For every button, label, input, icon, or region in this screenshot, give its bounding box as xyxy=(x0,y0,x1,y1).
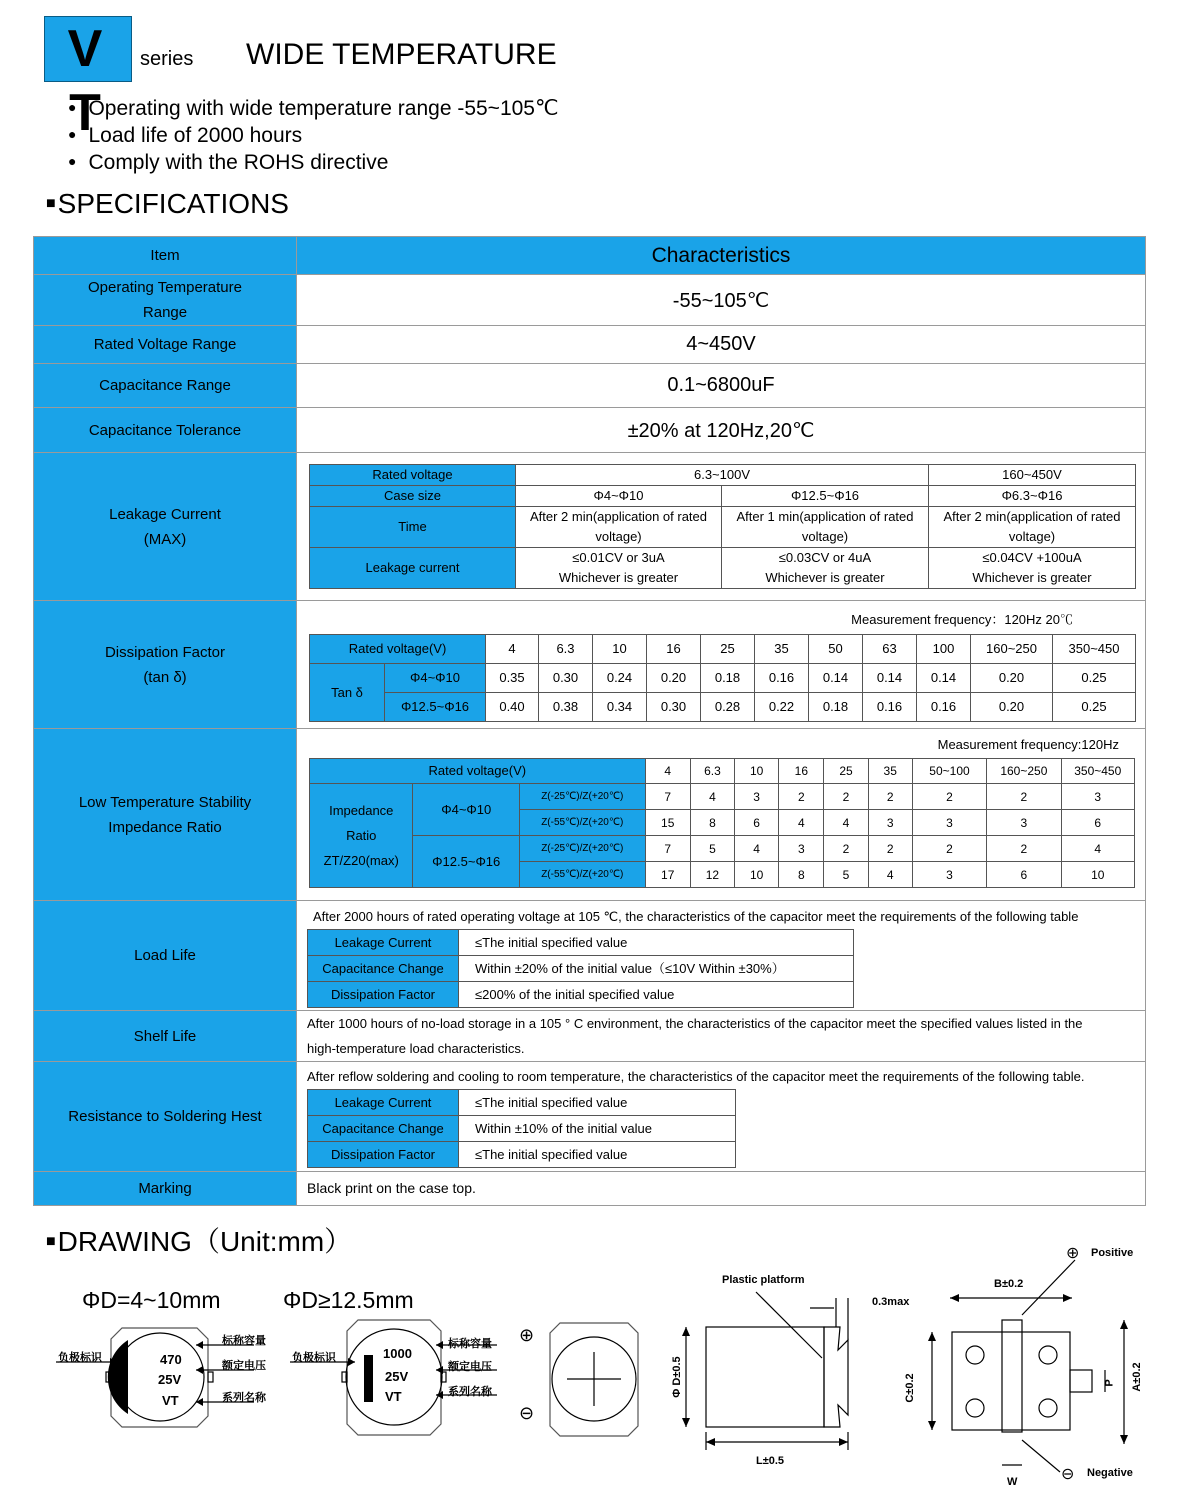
table-row xyxy=(34,364,1146,408)
leakage-cell xyxy=(297,453,1146,601)
cell: 0.14 xyxy=(863,664,917,693)
table-row xyxy=(34,1172,1146,1206)
cell: 2 xyxy=(868,784,912,810)
cell: 100 xyxy=(917,635,971,664)
cell: ≤0.01CV or 3uA Whichever is greater xyxy=(516,548,722,589)
row-label: Leakage Current (MAX) xyxy=(34,453,297,601)
cell: Time xyxy=(310,507,516,548)
cell: 3 xyxy=(987,810,1061,836)
cell: Φ6.3~Φ16 xyxy=(929,486,1136,507)
cell: 2 xyxy=(824,836,868,862)
feature-text: Comply with the ROHS directive xyxy=(88,151,389,174)
small-series-value: VT xyxy=(162,1393,179,1408)
table-row xyxy=(34,326,1146,364)
footprint-terminal xyxy=(1002,1320,1022,1432)
small-volt-label: 额定电压 xyxy=(222,1360,266,1372)
cell: Within ±10% of the initial value xyxy=(459,1116,736,1142)
cell: 0.30 xyxy=(647,693,701,722)
cell: 0.14 xyxy=(809,664,863,693)
soldering-table xyxy=(307,1089,736,1168)
length-dim-label: L±0.5 xyxy=(756,1455,785,1467)
cell: 3 xyxy=(912,810,986,836)
cell: 160~250 xyxy=(987,759,1061,784)
cell: 0.28 xyxy=(701,693,755,722)
positive-icon: ⊕ xyxy=(1066,1245,1080,1262)
row-value: ±20% at 120Hz,20℃ xyxy=(297,408,1146,453)
row-value: 0.1~6800uF xyxy=(297,364,1146,408)
small-cap-label: 标称容量 xyxy=(222,1335,266,1347)
w-dim-label: W xyxy=(1007,1476,1018,1488)
cell: 35 xyxy=(868,759,912,784)
small-diameter-label: ΦD=4~10mm xyxy=(82,1287,221,1313)
cell: 0.14 xyxy=(917,664,971,693)
cell: 0.20 xyxy=(971,693,1053,722)
cell: After 2 min(application of rated voltage) xyxy=(929,507,1136,548)
measurement-note: Measurement frequency:120Hz xyxy=(937,737,1119,752)
cell: Z(-25℃)/Z(+20℃) xyxy=(519,784,645,810)
cell: ≤200% of the initial specified value xyxy=(459,982,854,1008)
row-value: Black print on the case top. xyxy=(297,1172,1146,1206)
plastic-platform xyxy=(824,1327,848,1427)
row-label: Resistance to Soldering Hest xyxy=(34,1062,297,1172)
table-row xyxy=(34,601,1146,729)
cell: 2 xyxy=(868,836,912,862)
small-series-label: 系列名称 xyxy=(222,1392,266,1404)
large-series-label: 系列名称 xyxy=(448,1386,492,1398)
cell: 6 xyxy=(1061,810,1134,836)
heading-text: DRAWING（Unit:mm） xyxy=(57,1226,353,1257)
row-label: Dissipation Factor (tan δ) xyxy=(34,601,297,729)
cell: 4 xyxy=(645,759,690,784)
cell: 4 xyxy=(868,862,912,888)
cell: 8 xyxy=(779,862,824,888)
cell: Z(-25℃)/Z(+20℃) xyxy=(519,836,645,862)
cell: ≤The initial specified value xyxy=(459,1142,736,1168)
cell: Φ4~Φ10 xyxy=(516,486,722,507)
cell: 3 xyxy=(779,836,824,862)
c-dim-label: C±0.2 xyxy=(904,1373,916,1403)
cell: 6 xyxy=(987,862,1061,888)
feature-item xyxy=(68,96,559,123)
cell: 160~250 xyxy=(971,635,1053,664)
row-label: Shelf Life xyxy=(34,1011,297,1062)
table-row xyxy=(34,1011,1146,1062)
cell: 10 xyxy=(1061,862,1134,888)
cell: Φ12.5~Φ16 xyxy=(722,486,929,507)
cell: 2 xyxy=(779,784,824,810)
small-negative-label: 负极标识 xyxy=(58,1352,102,1364)
series-label: series xyxy=(140,48,194,70)
item-header: Item xyxy=(34,237,297,275)
soldering-cell xyxy=(297,1062,1146,1172)
cell: 7 xyxy=(645,784,690,810)
a-dim-label: A±0.2 xyxy=(1131,1362,1143,1392)
cell: Rated voltage(V) xyxy=(310,759,646,784)
cell: 4 xyxy=(486,635,539,664)
cell: Capacitance Change xyxy=(308,1116,459,1142)
cell: 0.24 xyxy=(593,664,647,693)
plus-icon: ⊕ xyxy=(519,1325,535,1345)
specifications-heading xyxy=(46,188,289,220)
row-label: Rated Voltage Range xyxy=(34,326,297,364)
cell: Capacitance Change xyxy=(308,956,459,982)
table-header-row xyxy=(34,237,1146,275)
load-life-cell xyxy=(297,901,1146,1011)
cell: 8 xyxy=(690,810,734,836)
cell: 4 xyxy=(735,836,779,862)
diameter-dim-label: Φ D±0.5 xyxy=(671,1356,683,1398)
cell: 0.16 xyxy=(755,664,809,693)
cell: 0.18 xyxy=(809,693,863,722)
feature-text: Operating with wide temperature range -55~105℃ xyxy=(88,97,559,120)
cell: 4 xyxy=(824,810,868,836)
cell: Leakage Current xyxy=(308,930,459,956)
cell: Tan δ xyxy=(310,664,385,722)
row-label: Capacitance Tolerance xyxy=(34,408,297,453)
table-row xyxy=(34,901,1146,1011)
cell: Φ4~Φ10 xyxy=(413,784,520,836)
cell: Rated voltage xyxy=(310,465,516,486)
large-diameter-label: ΦD≥12.5mm xyxy=(283,1287,414,1313)
cell: ≤0.03CV or 4uA Whichever is greater xyxy=(722,548,929,589)
large-volt-label: 额定电压 xyxy=(448,1361,492,1373)
specifications-table xyxy=(33,236,1146,1206)
cell: Impedance Ratio ZT/Z20(max) xyxy=(310,784,413,888)
cell: Z(-55℃)/Z(+20℃) xyxy=(519,810,645,836)
cell: 5 xyxy=(824,862,868,888)
cell: 0.16 xyxy=(917,693,971,722)
cell: 0.34 xyxy=(593,693,647,722)
dissipation-table xyxy=(309,634,1136,722)
large-negative-label: 负极标识 xyxy=(292,1352,336,1364)
row-label: Operating Temperature Range xyxy=(34,275,297,326)
load-life-intro: After 2000 hours of rated operating voltage at 105 ℃, the characteristics of the capacitor meet the requirements of the following table xyxy=(313,909,1079,924)
cell: 4 xyxy=(779,810,824,836)
cell: 25 xyxy=(701,635,755,664)
cell: 0.25 xyxy=(1053,664,1136,693)
large-cap-value: 1000 xyxy=(383,1346,412,1361)
feature-item xyxy=(68,150,559,177)
cell: 6.3 xyxy=(690,759,734,784)
cell: 5 xyxy=(690,836,734,862)
feature-item xyxy=(68,123,559,150)
cell: 16 xyxy=(779,759,824,784)
cell: ≤The initial specified value xyxy=(459,1090,736,1116)
cell: 10 xyxy=(735,759,779,784)
cell: 0.16 xyxy=(863,693,917,722)
load-life-table xyxy=(307,929,854,1008)
leakage-table xyxy=(309,464,1136,589)
large-volt-value: 25V xyxy=(385,1369,409,1384)
cell: 3 xyxy=(868,810,912,836)
p-dim-label: P xyxy=(1103,1379,1116,1387)
cell: 3 xyxy=(912,862,986,888)
row-label: Marking xyxy=(34,1172,297,1206)
platform-label: Plastic platform xyxy=(722,1274,805,1286)
cell: 10 xyxy=(735,862,779,888)
cell: 2 xyxy=(987,836,1061,862)
cell: 12 xyxy=(690,862,734,888)
heading-text: SPECIFICATIONS xyxy=(57,188,289,219)
cell: 0.18 xyxy=(701,664,755,693)
cell: 15 xyxy=(645,810,690,836)
cell: 50~100 xyxy=(912,759,986,784)
cell: 10 xyxy=(593,635,647,664)
series-logo: V T xyxy=(44,16,132,82)
cell: 2 xyxy=(912,836,986,862)
max-label: 0.3max xyxy=(872,1296,910,1308)
cell: Φ12.5~Φ16 xyxy=(385,693,486,722)
cell: 2 xyxy=(824,784,868,810)
cell: 16 xyxy=(647,635,701,664)
cell: 350~450 xyxy=(1053,635,1136,664)
cell: 0.25 xyxy=(1053,693,1136,722)
cell: 25 xyxy=(824,759,868,784)
impedance-table xyxy=(309,758,1135,888)
cell: ≤0.04CV +100uA Whichever is greater xyxy=(929,548,1136,589)
soldering-intro: After reflow soldering and cooling to room temperature, the characteristics of the capacitor meet the requirements of the following table. xyxy=(307,1069,1085,1084)
cell: Z(-55℃)/Z(+20℃) xyxy=(519,862,645,888)
cell: 2 xyxy=(912,784,986,810)
table-row xyxy=(34,729,1146,901)
cell: 0.20 xyxy=(647,664,701,693)
row-value: 4~450V xyxy=(297,326,1146,364)
cell: 3 xyxy=(735,784,779,810)
low-temp-cell xyxy=(297,729,1146,901)
page-title: WIDE TEMPERATURE xyxy=(246,38,557,71)
table-row xyxy=(34,1062,1146,1172)
cell: Leakage Current xyxy=(308,1090,459,1116)
cell: 0.20 xyxy=(971,664,1053,693)
cell: 0.38 xyxy=(539,693,593,722)
feature-list xyxy=(68,96,559,177)
cell: 6.3 xyxy=(539,635,593,664)
cell: 0.40 xyxy=(486,693,539,722)
cell: Case size xyxy=(310,486,516,507)
cell: 3 xyxy=(1061,784,1134,810)
cell: 350~450 xyxy=(1061,759,1134,784)
cell: 63 xyxy=(863,635,917,664)
cell: 6 xyxy=(735,810,779,836)
shelf-life-cell: After 1000 hours of no-load storage in a 105 ° C environment, the characteristics of the capacitor meet the specified values listed in the high-temperature load characteristics. xyxy=(297,1011,1146,1062)
large-cap-label: 标称容量 xyxy=(448,1338,492,1350)
cell: Within ±20% of the initial value（≤10V Within ±30%） xyxy=(459,956,854,982)
negative-icon: ⊖ xyxy=(1061,1466,1075,1483)
table-row xyxy=(34,408,1146,453)
small-volt-value: 25V xyxy=(158,1372,182,1387)
cell: 35 xyxy=(755,635,809,664)
positive-label: Positive xyxy=(1091,1247,1134,1259)
cell: 4 xyxy=(690,784,734,810)
row-label: Load Life xyxy=(34,901,297,1011)
large-negative-mark xyxy=(364,1355,373,1402)
row-label: Capacitance Range xyxy=(34,364,297,408)
negative-label: Negative xyxy=(1087,1467,1133,1479)
cell: 4 xyxy=(1061,836,1134,862)
cell: Leakage current xyxy=(310,548,516,589)
cell: 0.30 xyxy=(539,664,593,693)
small-cap-tab xyxy=(208,1372,213,1382)
cell: After 2 min(application of rated voltage) xyxy=(516,507,722,548)
cell: Φ4~Φ10 xyxy=(385,664,486,693)
cell: Rated voltage(V) xyxy=(310,635,486,664)
cell: 0.22 xyxy=(755,693,809,722)
table-row xyxy=(34,453,1146,601)
cell: Dissipation Factor xyxy=(308,1142,459,1168)
row-value: -55~105℃ xyxy=(297,275,1146,326)
cell: 0.35 xyxy=(486,664,539,693)
dissipation-cell xyxy=(297,601,1146,729)
cell: 2 xyxy=(987,784,1061,810)
row-label: Low Temperature Stability Impedance Ratio xyxy=(34,729,297,901)
feature-text: Load life of 2000 hours xyxy=(88,124,303,147)
cell: 50 xyxy=(809,635,863,664)
cell: Dissipation Factor xyxy=(308,982,459,1008)
cell: 160~450V xyxy=(929,465,1136,486)
cell: Φ12.5~Φ16 xyxy=(413,836,520,888)
cell: After 1 min(application of rated voltage) xyxy=(722,507,929,548)
characteristics-header: Characteristics xyxy=(297,237,1146,275)
table-row xyxy=(34,275,1146,326)
small-cap-value: 470 xyxy=(160,1352,182,1367)
b-dim-label: B±0.2 xyxy=(994,1278,1024,1290)
minus-icon: ⊖ xyxy=(519,1403,535,1423)
cell: ≤The initial specified value xyxy=(459,930,854,956)
measurement-note: Measurement frequency：120Hz 20℃ xyxy=(851,612,1073,627)
cell: 7 xyxy=(645,836,690,862)
cell: 17 xyxy=(645,862,690,888)
cell: 6.3~100V xyxy=(516,465,929,486)
large-series-value: VT xyxy=(385,1389,402,1404)
